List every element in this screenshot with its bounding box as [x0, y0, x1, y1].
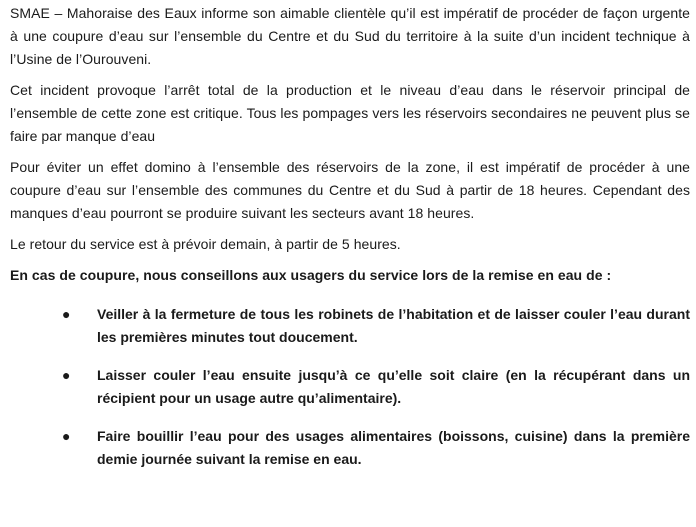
list-item — [10, 364, 690, 410]
notice-document — [10, 2, 690, 486]
list-item — [10, 425, 690, 471]
advice-text: Faire bouillir l’eau pour des usages alimentaires (boissons, cuisine) dans la première demie journée suivant la remise en eau. — [97, 428, 690, 467]
advice-text: Veiller à la fermeture de tous les robinets de l’habitation et de laisser couler l’eau durant les premières minutes tout doucement. — [97, 306, 690, 345]
advice-heading: En cas de coupure, nous conseillons aux usagers du service lors de la remise en eau de : — [10, 267, 612, 283]
list-item — [10, 303, 690, 349]
paragraph-incident: Cet incident provoque l’arrêt total de la production et le niveau d’eau dans le réservoir principal de l’ensemble de cette zone est critique. Tous les pompages vers les réservoirs secondaires ne peuvent plus se faire par manque d’eau — [10, 82, 690, 144]
bullet-icon: ● — [62, 367, 71, 383]
bullet-icon: ● — [62, 306, 71, 322]
advice-list — [10, 303, 690, 471]
paragraph-cutoff-schedule: Pour éviter un effet domino à l’ensemble des réservoirs de la zone, il est impératif de procéder à une coupure d’eau sur l’ensemble des communes du Centre et du Sud à partir de 18 heures. Cependant des manques d’eau pourront se produire suivant les secteurs avant 18 heures. — [10, 159, 690, 221]
paragraph-announcement: SMAE – Mahoraise des Eaux informe son aimable clientèle qu’il est impératif de procéder de façon urgente à une coupure d’eau sur l’ensemble du Centre et du Sud du territoire à la suite d’un incident technique à l’Usine de l’Ourouveni. — [10, 5, 690, 67]
paragraph-service-return: Le retour du service est à prévoir demain, à partir de 5 heures. — [10, 236, 401, 252]
advice-text: Laisser couler l’eau ensuite jusqu’à ce qu’elle soit claire (en la récupérant dans un récipient pour un usage autre qu’alimentaire). — [97, 367, 690, 406]
bullet-icon: ● — [62, 428, 71, 444]
